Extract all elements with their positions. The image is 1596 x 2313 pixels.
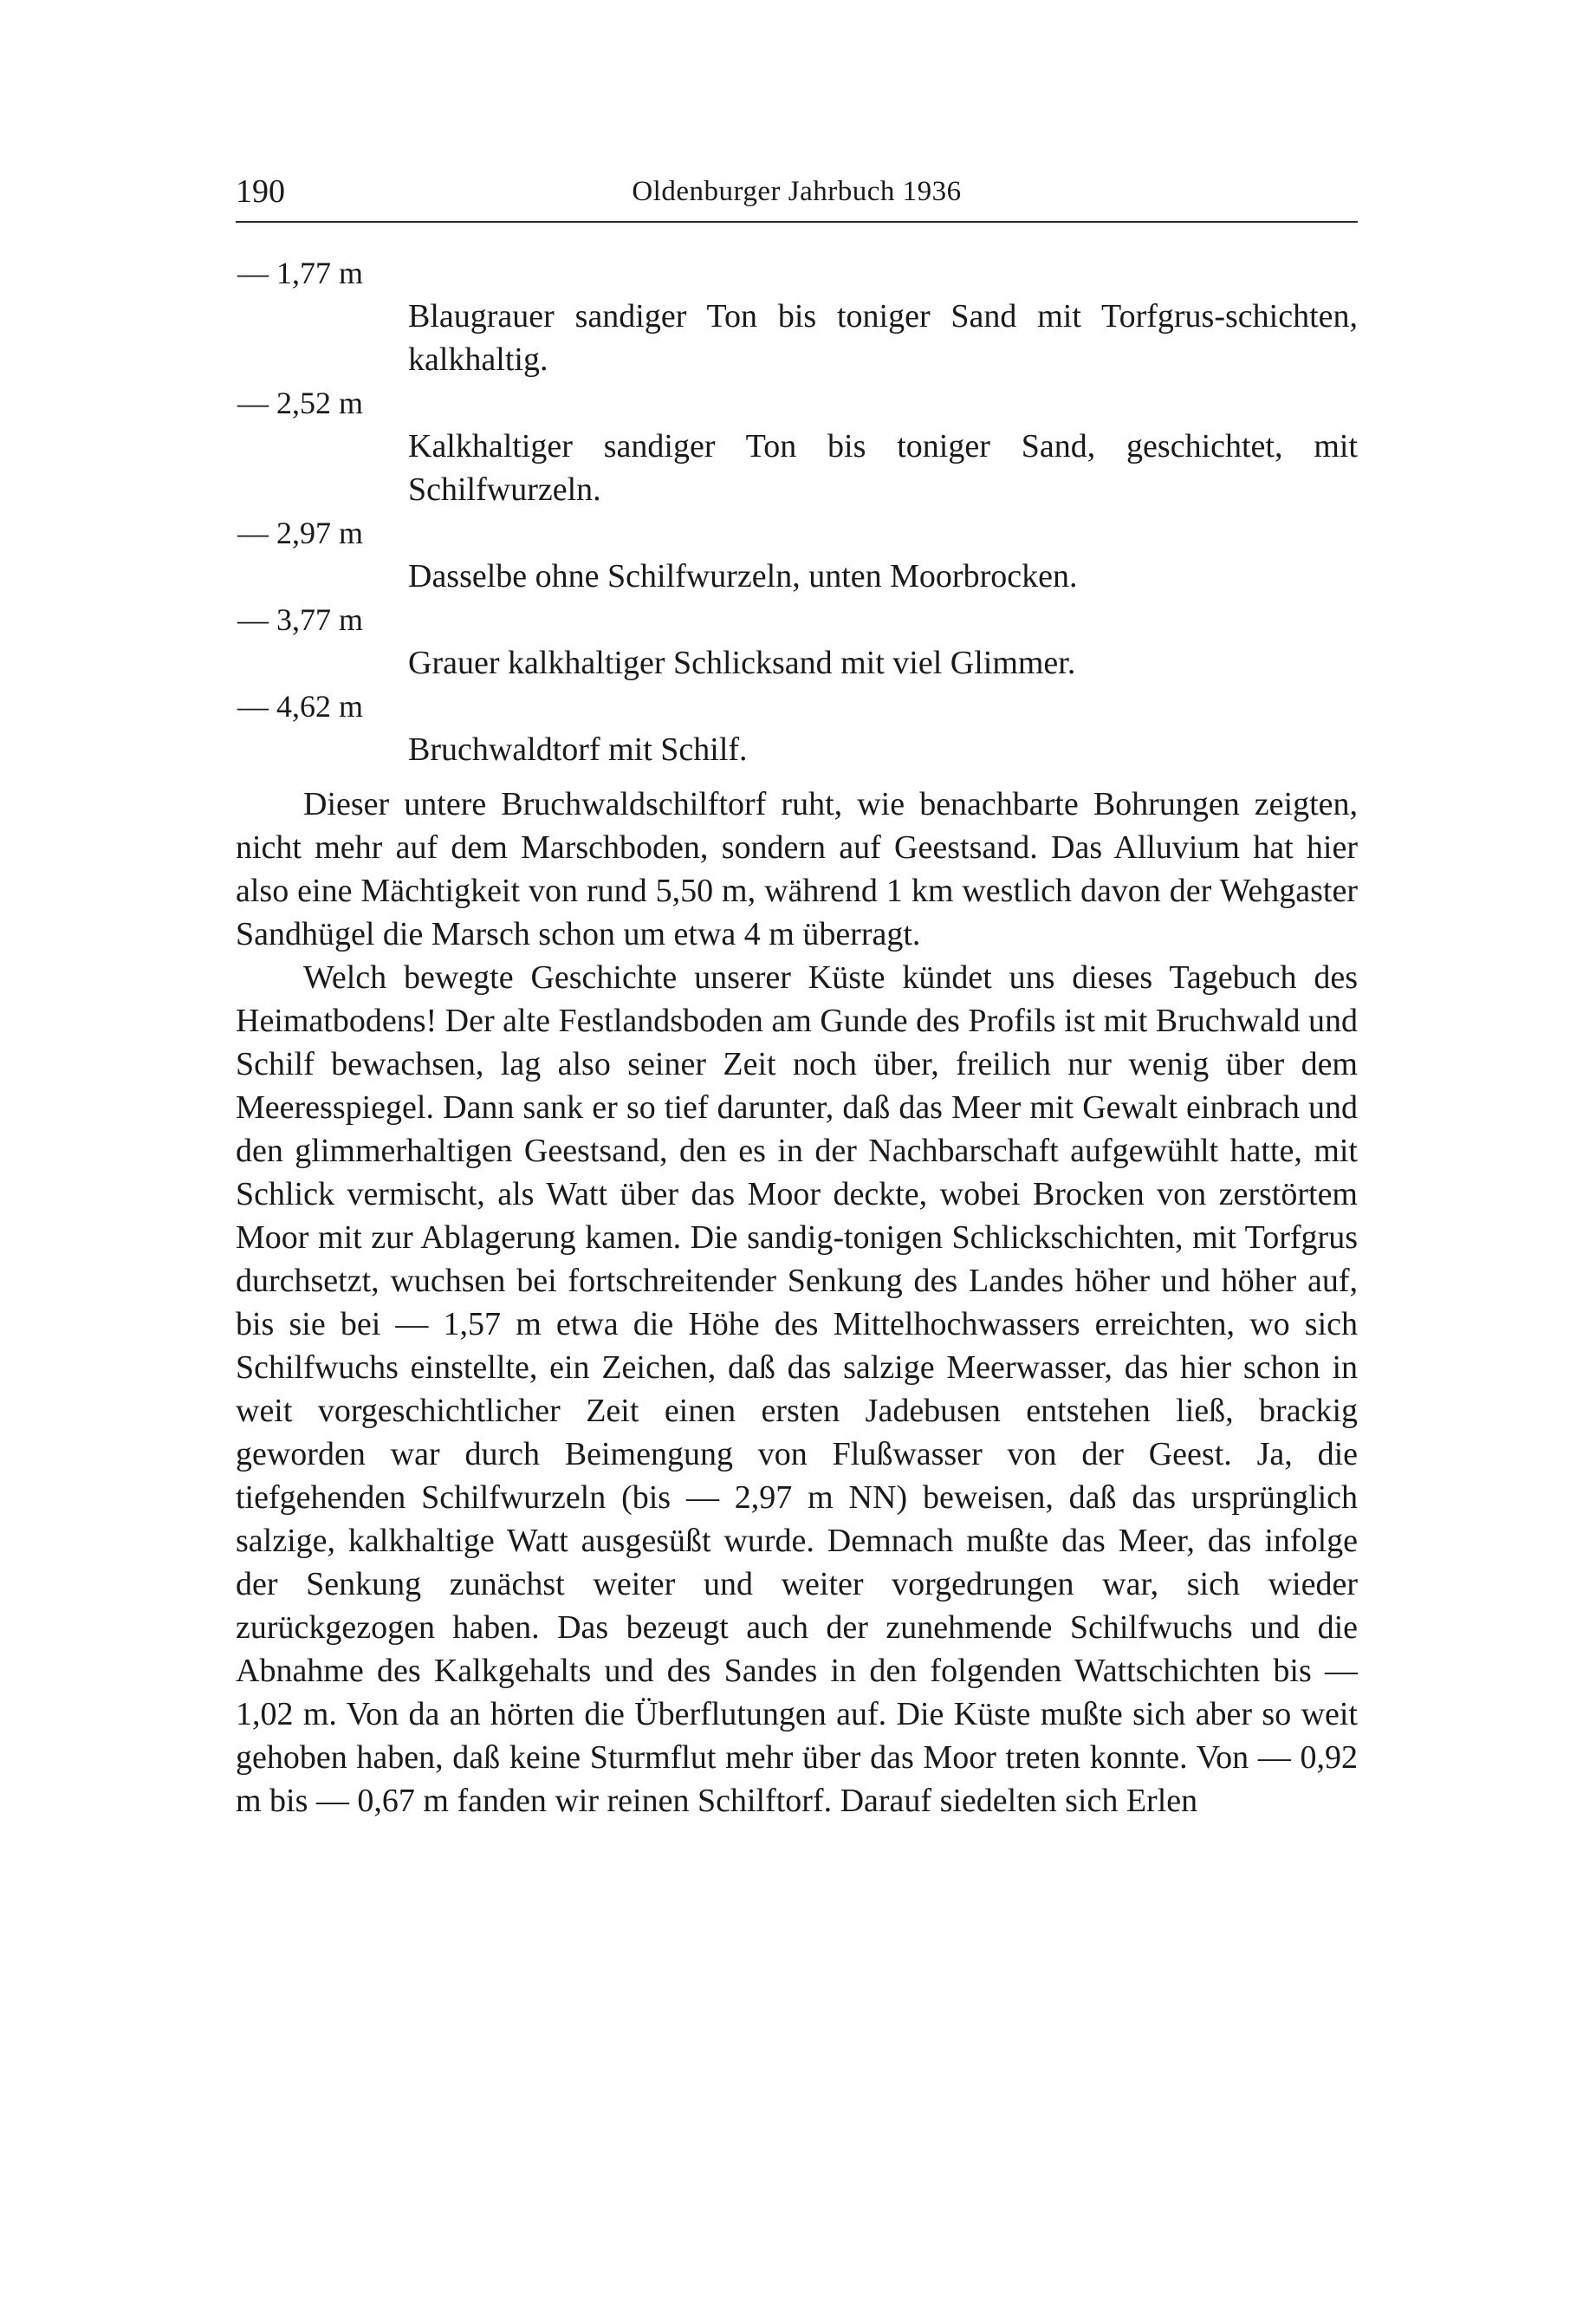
journal-title: Oldenburger Jahrbuch 1936	[632, 176, 962, 207]
paragraph: Welch bewegte Geschichte unserer Küste kündet uns dieses Tagebuch des Heimatbodens! Der alte Festlandsboden am Gunde des Profils ist mit Bruchwald und Schilf bewachsen, lag also seiner Zeit noch über, freilich nur wenig über dem Meeresspiegel. Dann sank er so tief darunter, daß das Meer mit Gewalt einbrach und den glimmerhaltigen Geestsand, den es in der Nachbarschaft aufgewühlt hatte, mit Schlick vermischt, als Watt über das Moor deckte, wobei Brocken von zerstörtem Moor mit zur Ablagerung kamen. Die sandig-tonigen Schlickschichten, mit Torfgrus durchsetzt, wuchsen bei fortschreitender Senkung des Landes höher und höher auf, bis sie bei — 1,57 m etwa die Höhe des Mittelhochwassers erreichten, wo sich Schilfwuchs einstellte, ein Zeichen, daß das salzige Meerwasser, das hier schon in weit vorgeschichtlicher Zeit einen ersten Jadebusen entstehen ließ, brackig geworden war durch Beimengung von Flußwasser von der Geest. Ja, die tiefgehenden Schilfwurzeln (bis — 2,97 m NN) beweisen, daß das ursprünglich salzige, kalkhaltige Watt ausgesüßt wurde. Demnach mußte das Meer, das infolge der Senkung zunächst weiter und weiter vorgedrungen war, sich wieder zurückgezogen haben. Das bezeugt auch der zunehmende Schilfwuchs und die Abnahme des Kalkgehalts und des Sandes in den folgenden Wattschichten bis — 1,02 m. Von da an hörten die Überflutungen auf. Die Küste mußte sich aber so weit gehoben haben, daß keine Sturmflut mehr über das Moor treten konnte. Von — 0,92 m bis — 0,67 m fanden wir reinen Schilftorf. Darauf siedelten sich Erlen	[236, 959, 1358, 1819]
layer-description: Bruchwaldtorf mit Schilf.	[408, 731, 748, 768]
layer-description: Blaugrauer sandiger Ton bis toniger Sand mit Torfgrus-schichten, kalkhaltig.	[408, 298, 1358, 378]
layer-depth: — 3,77 m	[237, 602, 364, 637]
layer-description: Grauer kalkhaltiger Schlicksand mit viel Glimmer.	[408, 645, 1076, 681]
profile-layer	[236, 511, 1358, 598]
layer-depth: — 1,77 m	[237, 256, 364, 290]
profile-layer	[236, 685, 1358, 771]
layer-description: Kalkhaltiger sandiger Ton bis toniger Sand, geschichtet, mit Schilfwurzeln.	[408, 428, 1358, 508]
profile-layer	[236, 598, 1358, 685]
profile-layer	[236, 381, 1358, 511]
soil-profile	[236, 251, 1358, 771]
layer-depth: — 4,62 m	[237, 689, 364, 724]
running-header	[236, 169, 1358, 223]
page-number: 190	[236, 173, 285, 210]
profile-layer	[236, 251, 1358, 381]
layer-description: Dasselbe ohne Schilfwurzeln, unten Moorbrocken.	[408, 558, 1078, 594]
layer-depth: — 2,52 m	[237, 386, 364, 420]
body-text	[236, 783, 1358, 1822]
layer-depth: — 2,97 m	[237, 516, 364, 550]
paragraph: Dieser untere Bruchwaldschilftorf ruht, wie benachbarte Bohrungen zeigten, nicht mehr auf dem Marschboden, sondern auf Geestsand. Das Alluvium hat hier also eine Mächtigkeit von rund 5,50 m, während 1 km westlich davon der Wehgaster Sandhügel die Marsch schon um etwa 4 m überragt.	[236, 786, 1358, 952]
